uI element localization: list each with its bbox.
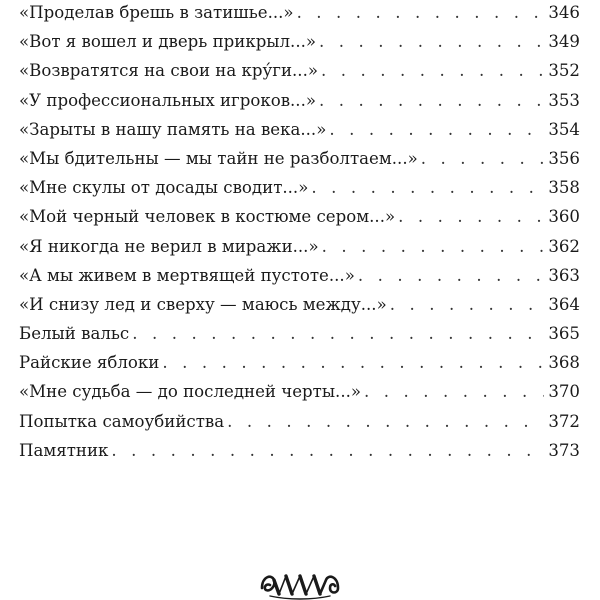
toc-dot-leader xyxy=(390,290,545,319)
toc-entry xyxy=(19,202,580,231)
toc-entry xyxy=(19,377,580,406)
toc-entry-title: «Мне судьба — до последней черты...» xyxy=(19,382,362,402)
toc-entry xyxy=(19,86,580,115)
toc-entry-title: «У профессиональных игроков...» xyxy=(19,90,317,110)
toc-entry-page: 370 xyxy=(548,382,580,402)
toc-dot-leader xyxy=(111,436,544,465)
toc-entry-title: «Вот я вошел и дверь прикрыл...» xyxy=(19,32,317,52)
toc-entry-title: Белый вальс xyxy=(19,324,130,344)
toc-entry xyxy=(19,407,580,436)
toc-entry xyxy=(19,115,580,144)
toc-dot-leader xyxy=(358,261,544,290)
toc-dot-leader xyxy=(227,407,544,436)
toc-dot-leader xyxy=(297,0,545,27)
toc-entry xyxy=(19,348,580,377)
toc-entry-page: 358 xyxy=(548,178,580,198)
toc-entry xyxy=(19,56,580,85)
toc-dot-leader xyxy=(319,27,544,56)
toc-entry-page: 362 xyxy=(548,236,580,256)
toc-entry xyxy=(19,173,580,202)
toc-entry-title: «Мой черный человек в костюме сером...» xyxy=(19,207,396,227)
toc-entry-page: 372 xyxy=(548,411,580,431)
toc-entry-page: 360 xyxy=(548,207,580,227)
toc-entry xyxy=(19,319,580,348)
toc-entry-page: 373 xyxy=(548,440,580,460)
toc-entry-page: 356 xyxy=(548,148,580,168)
toc-entry-page: 353 xyxy=(548,90,580,110)
toc-dot-leader xyxy=(364,377,544,406)
toc-entry-title: «Мне скулы от досады сводит...» xyxy=(19,178,309,198)
toc-entry-title: «Зарыты в нашу память на века...» xyxy=(19,119,327,139)
toc-dot-leader xyxy=(319,86,544,115)
toc-entry-page: 352 xyxy=(548,61,580,81)
toc-entry-title: «Возвратятся на свои на кру́ги...» xyxy=(19,61,319,81)
toc-entry-title: «Проделав брешь в затишье...» xyxy=(19,3,294,22)
toc-entry-page: 349 xyxy=(548,32,580,52)
toc-entry xyxy=(19,290,580,319)
toc-entry xyxy=(19,144,580,173)
toc-entry-page: 364 xyxy=(548,294,580,314)
toc-entry xyxy=(19,261,580,290)
toc-entry-page: 346 xyxy=(548,3,580,22)
toc-entry xyxy=(19,436,580,465)
toc-entry-title: «И снизу лед и сверху — маюсь между...» xyxy=(19,294,387,314)
toc-entry-page: 368 xyxy=(548,353,580,373)
toc-dot-leader xyxy=(322,232,545,261)
toc-entry-title: «Мы бдительны — мы тайн не разболтаем...» xyxy=(19,148,418,168)
toc-entry-title: Райские яблоки xyxy=(19,353,160,373)
toc-dot-leader xyxy=(321,56,544,85)
table-of-contents xyxy=(19,0,580,465)
toc-entry-title: Памятник xyxy=(19,440,109,460)
toc-dot-leader xyxy=(162,348,544,377)
toc-entry xyxy=(19,0,580,27)
toc-entry xyxy=(19,27,580,56)
toc-entry-page: 354 xyxy=(548,119,580,139)
toc-entry xyxy=(19,232,580,261)
toc-entry-title: «Я никогда не верил в миражи...» xyxy=(19,236,319,256)
toc-dot-leader xyxy=(132,319,544,348)
toc-entry-page: 365 xyxy=(548,324,580,344)
toc-entry-title: «А мы живем в мертвящей пустоте...» xyxy=(19,265,355,285)
toc-entry-title: Попытка самоубийства xyxy=(19,411,225,431)
toc-dot-leader xyxy=(421,144,545,173)
toc-dot-leader xyxy=(329,115,544,144)
toc-dot-leader xyxy=(398,202,544,231)
toc-dot-leader xyxy=(311,173,544,202)
toc-entry-page: 363 xyxy=(548,265,580,285)
decorative-flourish-icon xyxy=(258,566,342,600)
